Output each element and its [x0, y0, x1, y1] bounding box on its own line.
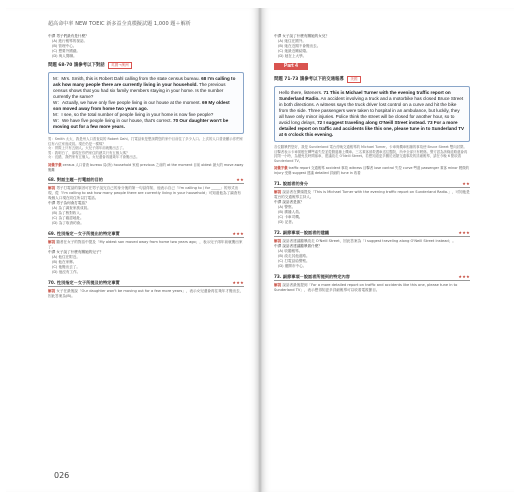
section-heading [48, 62, 244, 69]
question-translation: 中譯 女子說了什麼有關她的女兒？ [274, 34, 330, 38]
explanation [274, 190, 470, 200]
option: (B) 為了核對收入。 [52, 211, 84, 216]
option: (B) 改走其他道路。 [278, 253, 310, 258]
explanation-label: 解說 [48, 240, 56, 245]
right-column [274, 34, 470, 293]
difficulty-stars: ★★★ [232, 280, 244, 286]
difficulty-stars: ★★★ [458, 229, 470, 235]
explanation-text: 女子在最後說「Our daughter won't be moving out for a few more years」，表示女兒還會再住幾年才搬出去，因此答案為(B)。 [48, 289, 244, 299]
option: (B) 廣播人員。 [278, 209, 303, 214]
translation-line: 女：實際上只有五個人。大兒子兩年前就搬出去了。 [48, 146, 126, 151]
explanation [48, 240, 244, 250]
accent-tag: 美國 [347, 76, 360, 83]
difficulty-stars: ★★ [462, 180, 470, 186]
dialogue-text: I see, so the total number of people living in your home is now five people? [61, 112, 214, 117]
explanation-label: 解說 [48, 186, 56, 191]
difficulty-stars: ★★ [236, 177, 244, 183]
dialogue-text: Actually, we have only five people living in our house at the moment. [61, 100, 203, 105]
dialogue-line [53, 118, 239, 130]
question-title: 68. 對話主題－打電話的目的 [48, 177, 103, 183]
dialogue-text: Mrs. Smith, this is Robert Dahl calling from the state census bureau. [61, 76, 202, 81]
dialogue-box [48, 72, 244, 134]
question-translation: 中譯 說話者是誰？ [274, 199, 304, 204]
question-translation: 中譯 男子們最有是什麼？ [48, 34, 89, 38]
speaker-label: M： [53, 112, 62, 117]
option: (D) 記者。 [278, 219, 296, 224]
section-heading-text: 問題 71-73 請參考以下的交通報導 [274, 77, 344, 82]
option: (A) 他住在附近。 [52, 255, 80, 260]
explanation [48, 289, 244, 299]
translation-line: 男：Smith 太太，我是州人口普查局的 Robert Dahl。打電話來是想詢問您的家中目前住了多少人口。上次的人口普查顯示你們家住有六位家庭成員。現在仍是一樣嗎？ [48, 137, 243, 146]
explanation [274, 239, 470, 244]
translation-line: 男：我明白了，那現在你們家住的總共只有五個人嗎？ [48, 150, 130, 155]
option: (D) 避開市中心。 [278, 263, 307, 268]
explanation-text: 聽者在女子的對話中提及「My oldest son moved away from home two years ago」，表示兒子兩年前就搬出家了。 [48, 240, 243, 250]
question-header [48, 177, 244, 184]
option: (A) 收聽報導。 [278, 248, 303, 253]
vocab-text: traffic report 交通報導 accident 事故 witness 目擊者 lose control 失控 curve 彎道 passenger 乘客 minor 輕微的 injury 受傷 suggest 建議 detailed 詳細的 tune in 收看 [274, 166, 470, 175]
option: (B) 她在近期不會搬出去。 [278, 44, 321, 48]
option: (A) 進行報導的採訪。 [52, 39, 88, 43]
question-header [274, 274, 470, 281]
explanation [48, 186, 244, 201]
question-title: 70. 性別指定－女子所提及的特定事實 [48, 280, 120, 286]
dialogue-key-sentence: 68 I'm calling to ask how many people there are currently living in your household. [53, 76, 236, 87]
option: (B) 他在家鄉。 [52, 260, 77, 265]
difficulty-stars: ★★★ [232, 231, 244, 237]
dialogue-text: The previous census shows that you had six family members staying in your home. Is the number currently the same? [53, 82, 226, 99]
dialogue-line [53, 100, 239, 112]
question-title: 72. 細節事項－說話者的建議 [274, 229, 329, 235]
right-page [262, 8, 514, 492]
dialogue-key-sentence: 69 My oldest son moved away from home two years ago. [53, 100, 230, 111]
option: (A) 為了調查家族成員。 [52, 206, 91, 211]
explanation-label: 解說 [48, 289, 56, 294]
question-title: 73. 細節事項－說話者所提到的特定內容 [274, 273, 350, 279]
left-column [48, 34, 244, 299]
option: (C) 卡車司機。 [278, 214, 303, 219]
option: (C) 為了確認地址。 [52, 216, 84, 221]
explanation-text: 說話者最後提到「For a more detailed report on traffic and accidents like this one, please tune in to Sunderland TV」，表示想得知更多詳細報導可以收看電視節目。 [274, 282, 458, 292]
dialogue-line [53, 76, 239, 100]
accent-tag: 英國→澳洲 [108, 62, 131, 69]
option: (C) 打電話給警察。 [278, 258, 310, 263]
question-translation: 中譯 女子說了什麼有關她的兒子？ [48, 250, 104, 255]
running-head: 超高命中率 NEW TOEIC 新多益全真模擬試題 1,000 題＋解析 [48, 21, 191, 27]
vocab-text: census 人口普查 bureau 局(所) household 家庭 previous 之前的 at the moment 目前 oldest 最大的 move away 搬離 [48, 162, 244, 172]
explanation-label: 解說 [274, 189, 282, 194]
dialogue-translation [48, 137, 244, 160]
page-number: 026 [54, 471, 70, 480]
explanation-text: 男子打電話的原因可在男子說完自己的身分後的第一句話得知，他表示自己「I'm calling to / for _____」的形式出現，從「I'm calling to ask how many people there are currently living in your household」可知道他為了調查有幾個人口現在同住所以打電話。 [48, 186, 241, 201]
difficulty-stars: ★★★ [458, 273, 470, 279]
explanation-text: 說話者在開頭提及「This is Michael Turner with the evening traffic report on Sunderland Radio.」，可知他是電台的交通報導主持人。 [274, 189, 470, 199]
vocabulary [274, 166, 470, 175]
explanation-text: 說話者建議聽眾改走 O'Neill Street，因此答案為「I suggest traveling along O'Neill Street instead」。 [282, 238, 456, 243]
question-translation: 中譯 男子為何會打電話？ [48, 201, 89, 206]
question-title: 71. 說話者的身分 [274, 180, 309, 186]
option: (B) 管理中心。 [52, 44, 77, 48]
passage-key-sentence: 72 I suggest traveling along O'Neill Street instead. 73 For a more detailed report on traffic and accidents like this one, please tune in to Sunderland TV at 6 o'clock this evening. [279, 120, 465, 137]
passage-text: An accident involving a truck and a motorbike has closed Bruce Street in both directions. A witness says the truck driver lost control on a curve and hit the bike from the side. Three passengers were taken to hospital in an ambulance, but luckily, they all have only minor injuries. Police think the street will be closed for another hour, so to avoid long delays, [279, 96, 464, 125]
passage-translation: 各位聽眾們您好，我是 Sunderland 電台傍晚交通報導的 Michael Turner。卡車與機車相撞的事故使 Bruce Street 雙向封閉。目擊者表示卡車駕駛在轉彎處失控並從側邊撞上機車。三名乘客被救護車送往醫院，所幸全部只有輕傷。警方認為該條道路還會再封閉一小時，為避免長時間塞車，建議改走 O'Neill Street。若想知道更多關於這類交通事故的詳細報導，請在今晚 6 點收看 Sunderland TV。 [274, 145, 468, 163]
explanation-label: 解說 [274, 238, 282, 243]
left-page [6, 8, 258, 492]
option: (A) 警察。 [278, 204, 296, 209]
question-header [274, 181, 470, 188]
dialogue-key-sentence: 70 Our daughter won't be moving out for a few more years. [53, 118, 229, 129]
passage-key-sentence: 71 This is Michael Turner with the evening traffic report on Sunderland Radio. [279, 90, 451, 101]
passage-box [274, 86, 470, 142]
explanation-label: 解說 [274, 282, 282, 287]
speaker-label: W： [53, 100, 62, 105]
question-header [48, 280, 244, 287]
option: (D) 為了取消約會。 [52, 221, 84, 226]
option: (D) 她在上大學。 [278, 54, 307, 58]
translation-line: 女：沒錯，我們家有五個人。女兒還會再過幾年才會搬出去。 [48, 155, 140, 160]
option: (D) 他沒有工作。 [52, 270, 81, 275]
section-heading-text: 問題 68-70 請參考以下對話 [48, 63, 105, 68]
speaker-label: M： [53, 76, 62, 81]
question-translation: 中譯 說話者建議聽眾做什麼？ [274, 243, 322, 248]
part-label: Part 4 [274, 63, 308, 70]
question-header [48, 231, 244, 238]
question-title: 69. 性別指定－女子所提出的特定事實 [48, 231, 120, 237]
speaker-label: W： [53, 118, 62, 123]
vocabulary [48, 163, 244, 172]
passage-text: Hello there, listeners. [279, 90, 324, 95]
vocab-label: 詞彙字彙 [274, 166, 288, 171]
option: (D) 與人閒聊。 [52, 54, 77, 58]
book-spread [6, 8, 514, 492]
question-header [274, 230, 470, 237]
dialogue-text: We have five people living in our house, that's correct. [61, 118, 174, 123]
option: (C) 他搬出去了。 [52, 265, 81, 270]
vocab-label: 詞彙字彙 [48, 162, 62, 167]
option: (A) 她住在國外。 [278, 39, 306, 43]
explanation [274, 283, 470, 293]
option: (C) 她最近剛結婚。 [278, 49, 310, 53]
section-heading [274, 76, 470, 83]
option: (C) 想要外國錢。 [52, 49, 81, 53]
